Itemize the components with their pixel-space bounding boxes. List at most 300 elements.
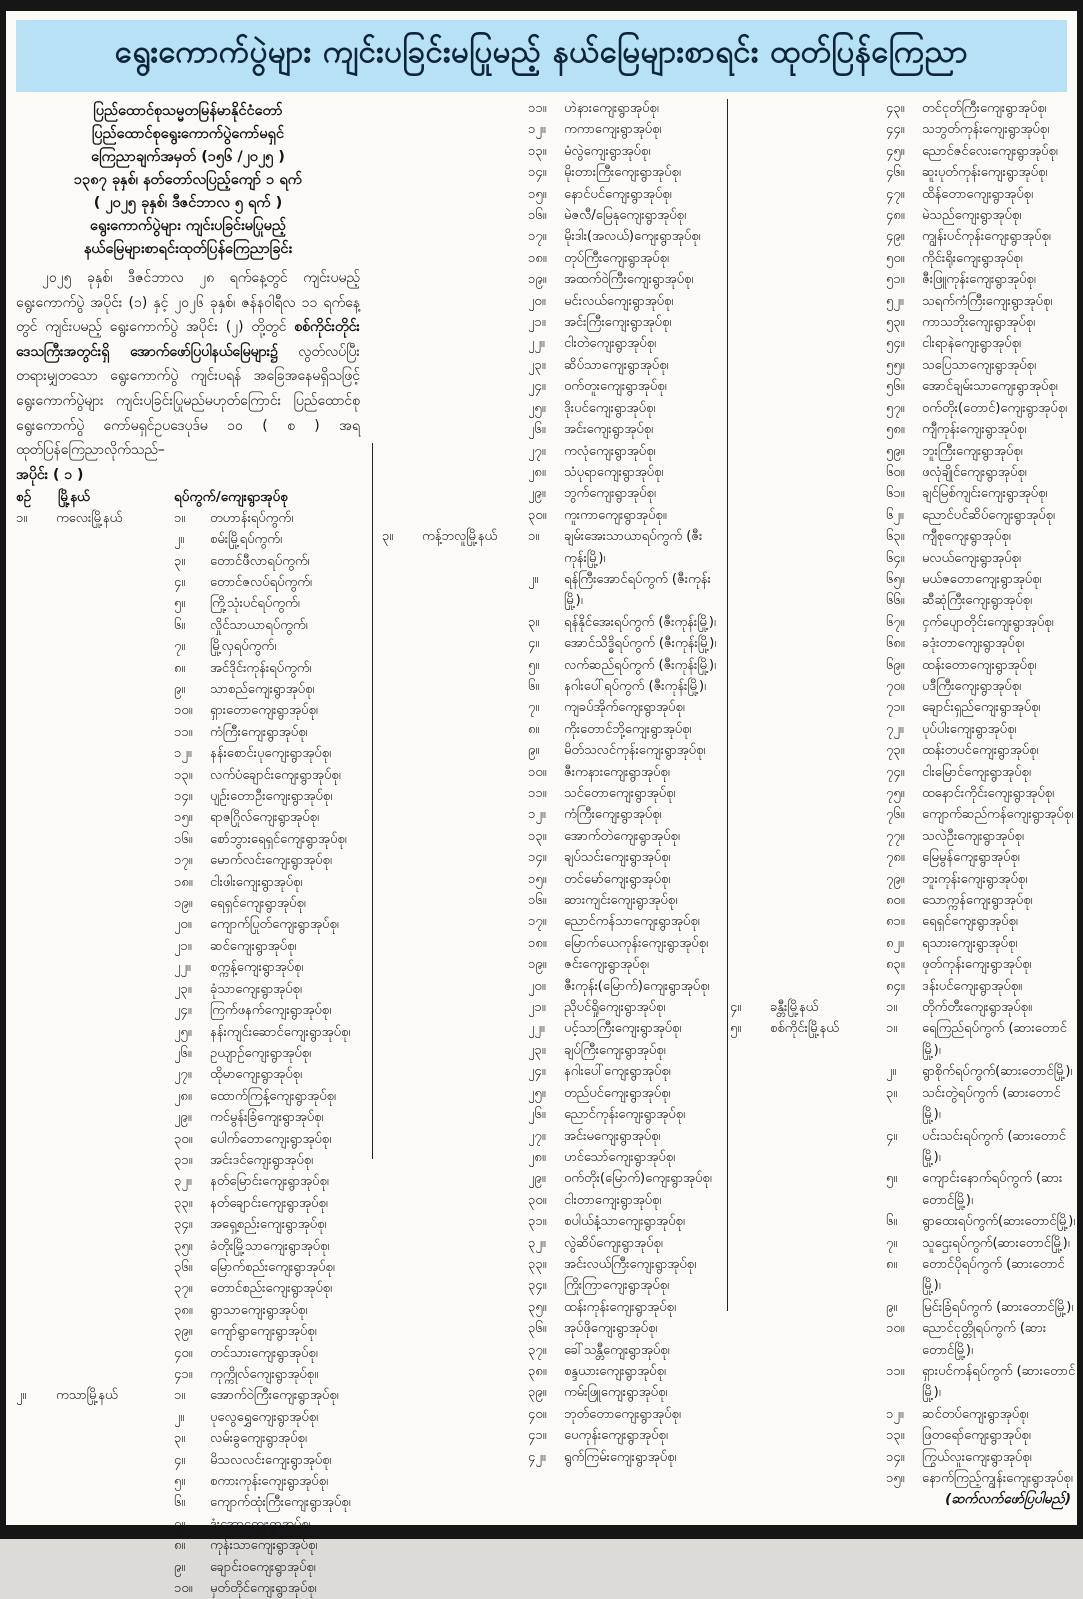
- village-number: ၂၇။: [528, 1128, 546, 1144]
- village-number: ၄၆။: [886, 165, 905, 181]
- village-number: ၆၂။: [886, 507, 904, 523]
- paragraph-text-post: လွတ်လပ်ပြီး တရားမျှတသော ရွေးကောက်ပွဲ ကျင်းပရန် အခြေအနေမရှိသဖြင့် ရွေးကောက်ပွဲများ ကျင်းပခြင်းပြုမည်မဟုတ်ကြောင်း ပြည်ထောင်စုရွေးကောက်ပွဲ ကော်မရှင်ဥပဒေပုဒ်မ ၁၀ ( စ ) အရ ထုတ်ပြန်ကြေညာလိုက်သည်–: [16, 343, 360, 459]
- village-name: တင်သားကျေးရွာအုပ်စု၊: [210, 1345, 318, 1361]
- village-name: သာစည်ကျေးရွာအုပ်စု၊: [210, 682, 315, 697]
- village-item: [886, 312, 1077, 333]
- village-number: ၆။: [174, 617, 186, 633]
- village-list: [528, 98, 724, 526]
- village-item: [528, 141, 724, 162]
- village-number: ၅။: [174, 596, 186, 612]
- column-3: [724, 98, 1077, 1599]
- township-serial: ၁။: [16, 510, 28, 526]
- village-item: [528, 119, 724, 140]
- village-number: ၆၇။: [886, 614, 905, 630]
- village-name: စော်ဘွားရေရှင်ကျေးရွာအုပ်စု၊: [210, 831, 347, 847]
- village-name: ဆီဆုံကြီးကျေးရွာအုပ်စု၊: [922, 593, 1033, 609]
- village-number: ၄။: [528, 636, 540, 652]
- village-number: ၁၅။: [886, 1471, 905, 1486]
- village-number: ၃၁။: [528, 1214, 547, 1230]
- village-number: ၄၀။: [528, 1406, 547, 1422]
- village-item: [886, 462, 1077, 483]
- village-item: [174, 679, 360, 700]
- village-item: [528, 826, 724, 847]
- village-name: ကာသဘိုးကျေးရွာအုပ်စု၊: [922, 315, 1036, 331]
- village-item: [528, 398, 724, 419]
- village-name: ညောင်ကုန်းကျေးရွာအုပ်စု၊: [564, 1107, 686, 1123]
- village-name: ပုပ်ပါးကျေးရွာအုပ်စု၊: [922, 721, 1017, 737]
- village-item: [174, 743, 360, 764]
- village-name: ပုလွေရွှေကျေးရွာအုပ်စု၊: [210, 1409, 319, 1425]
- village-number: ၄၃။: [886, 101, 905, 116]
- village-item: [528, 655, 724, 676]
- village-number: ၂၆။: [528, 1107, 546, 1123]
- township-serial: ၃။: [382, 529, 394, 545]
- village-item: [886, 291, 1077, 312]
- village-item: [528, 526, 724, 569]
- village-name: ကိုင်းရိုးကျေးရွာအုပ်စု၊: [922, 250, 1023, 266]
- village-name: မြောက်စည်းကျေးရွာအုပ်စု၊: [210, 1259, 335, 1275]
- village-name: တုပ်ကြီးကျေးရွာအုပ်စု၊: [564, 250, 669, 266]
- village-name: လမ်းခွကျေးရွာအုပ်စု၊: [210, 1431, 307, 1447]
- village-name: တည်ပင်ကျေးရွာအုပ်စု၊: [564, 1085, 671, 1101]
- village-number: ၃၅။: [174, 1238, 193, 1254]
- village-number: ၅၃။: [886, 315, 905, 331]
- village-name: ဇင်းကျေးရွာအုပ်စု၊: [564, 957, 649, 973]
- village-name: ချမ်းအေးသာယာရပ်ကွက် (ဇီးကုန်းမြို့)၊: [564, 529, 703, 566]
- village-name: ထိန်တောကျေးရွာအုပ်စု၊: [922, 186, 1034, 202]
- village-name: ရွာစိုက်ရပ်ကွက်(ဆားတောင်မြို့)၊: [922, 1064, 1073, 1080]
- village-name: နန်းစောင်းပုကျေးရွာအုပ်စု၊: [210, 746, 332, 762]
- village-name: ခဒုံးတာကျေးရွာအုပ်စု၊: [922, 636, 1025, 652]
- village-list: [886, 98, 1077, 997]
- village-name: ဖြတရော်ကျေးရွာအုပ်စု၊: [922, 1428, 1031, 1444]
- village-number: ၂၀။: [174, 917, 192, 933]
- village-item: [174, 850, 360, 871]
- village-item: [528, 762, 724, 783]
- village-number: ၁၂။: [886, 1406, 904, 1422]
- village-name: ဟဲနားကျေးရွာအုပ်စု၊: [564, 101, 659, 116]
- village-name: ဖလုံချိုင်ကျေးရွာအုပ်စု၊: [922, 464, 1027, 480]
- village-item: [174, 1343, 360, 1364]
- village-number: ၁၀။: [886, 1321, 905, 1337]
- village-name: သူဌေးရပ်ကွက်(ဆားတောင်မြို့)၊: [922, 1235, 1070, 1251]
- village-item: [886, 1126, 1077, 1169]
- village-name: လွဲဆိပ်ကျေးရွာအုပ်စု၊: [564, 1235, 663, 1251]
- village-number: ၄၉။: [886, 229, 905, 245]
- village-name: ဇီးကနားကျေးရွာအုပ်စု၊: [564, 764, 670, 780]
- village-name: ဆားကျင်းကျေးရွာအုပ်စု၊: [564, 893, 678, 909]
- village-name: ကျီစုကျေးရွာအုပ်စု၊: [922, 529, 1011, 545]
- village-name: ကူးကာကျေးရွာအုပ်စု။: [564, 507, 667, 523]
- village-number: ၇။: [174, 639, 186, 655]
- header-township: မြို့နယ်: [58, 488, 91, 505]
- village-name: ကံကြီးကျေးရွာအုပ်စု၊: [564, 807, 662, 823]
- village-number: ၁၃။: [174, 767, 193, 783]
- village-item: [886, 505, 1077, 526]
- village-item: [174, 700, 360, 721]
- village-name: စမ်းမြို့ရပ်ကွက်၊: [210, 532, 283, 548]
- village-name: ပဒီကြီးကျေးရွာအုပ်စု၊: [922, 678, 1022, 694]
- village-name: ကြက်ဖနက်ကျေးရွာအုပ်စု၊: [210, 1003, 332, 1019]
- township-name: စစ်ကိုင်းမြို့နယ်: [770, 1021, 839, 1037]
- village-number: ၁၅။: [528, 186, 547, 202]
- village-number: ၈၃။: [886, 957, 905, 973]
- village-number: ၁၄။: [174, 789, 193, 805]
- intro-line-commission: ပြည်ထောင်စုရွေးကောက်ပွဲကော်မရှင်: [91, 126, 285, 142]
- village-item: [528, 376, 724, 397]
- village-name: ငါးဖါးကျေးရွာအုပ်စု၊: [210, 874, 303, 890]
- village-number: ၇၀။: [886, 678, 905, 694]
- village-number: ၃၇။: [528, 1342, 547, 1358]
- village-item: [528, 1018, 724, 1039]
- village-list: [174, 1385, 360, 1599]
- village-item: [886, 1211, 1077, 1232]
- village-item: [528, 1126, 724, 1147]
- village-number: ၁၆။: [174, 831, 193, 847]
- village-number: ၃။: [174, 553, 186, 569]
- village-number: ၂၀။: [528, 293, 546, 309]
- village-name: လှိုင်သာယာရပ်ကွက်၊: [210, 617, 308, 633]
- village-name: နတ်ချောင်းကျေးရွာအုပ်စု၊: [210, 1195, 328, 1211]
- township-cell: [16, 508, 174, 529]
- village-item: [886, 1361, 1077, 1404]
- village-item: [886, 419, 1077, 440]
- village-item: [886, 890, 1077, 911]
- intro-line-country: ပြည်ထောင်စုသမ္မတမြန်မာနိုင်ငံတော်: [93, 103, 283, 119]
- village-name: လက်ပံချောင်းကျေးရွာအုပ်စု၊: [210, 767, 341, 783]
- village-name: စပါယ်နံ့သာကျေးရွာအုပ်စု၊: [564, 1214, 685, 1230]
- village-item: [174, 1022, 360, 1043]
- village-name: မှတ်တိုင်ကျေးရွာအုပ်စု၊: [210, 1581, 317, 1597]
- village-number: ၂၈။: [528, 1149, 546, 1165]
- village-item: [528, 355, 724, 376]
- village-name: တင်မော်ကျေးရွာအုပ်စု၊: [564, 871, 671, 887]
- village-item: [528, 441, 724, 462]
- village-item: [174, 551, 360, 572]
- village-number: ၁၇။: [528, 914, 547, 930]
- village-item: [886, 376, 1077, 397]
- village-number: ၂။: [174, 532, 185, 548]
- village-number: ၂၉။: [174, 1110, 192, 1126]
- village-item: [174, 957, 360, 978]
- village-name: မံလွဲကျေးရွာအုပ်စု၊: [564, 143, 651, 159]
- village-item: [174, 1535, 360, 1556]
- village-number: ၅။: [528, 657, 540, 673]
- village-number: ၁။: [886, 1021, 898, 1037]
- village-item: [174, 1492, 360, 1513]
- part-label: အပိုင်း ( ၁ ): [16, 466, 84, 483]
- village-item: [528, 1297, 724, 1318]
- village-name: တောင်ဖီလာရပ်ကွက်၊: [210, 553, 310, 569]
- village-number: ၇။: [886, 1235, 898, 1251]
- list-column-1: [16, 508, 360, 1599]
- village-name: သင်းတွဲရပ်ကွက် (ဆားတောင်မြို့)၊: [922, 1085, 1061, 1123]
- village-number: ၅။: [886, 1171, 898, 1187]
- village-name: ဆင်ကျေးရွာအုပ်စု၊: [210, 938, 297, 954]
- township-cell: [382, 526, 528, 547]
- village-name: ထန်းတပင်ကျေးရွာအုပ်စု၊: [922, 743, 1039, 759]
- village-item: [528, 98, 724, 119]
- village-number: ၅။: [174, 1474, 186, 1490]
- village-name: မယ်ဇတောကျေးရွာအုပ်စု၊: [922, 571, 1042, 587]
- village-number: ၃။: [886, 1085, 898, 1101]
- announcement-paragraph: [16, 266, 360, 463]
- village-item: [174, 529, 360, 550]
- village-number: ၁၉။: [528, 957, 547, 973]
- village-item: [886, 205, 1077, 226]
- village-number: ၆၃။: [886, 529, 905, 545]
- village-item: [528, 462, 724, 483]
- village-item: [886, 612, 1077, 633]
- intro-line-subject-1: ရွေးကောက်ပွဲများ ကျင်းပခြင်းမပြုမည့်: [90, 218, 286, 234]
- village-name: ရှားတောကျေးရွာအုပ်စု၊: [210, 703, 318, 719]
- column-1: [16, 98, 368, 1599]
- village-item: [174, 636, 360, 657]
- village-name: ဝက်တိုး(မြောက်)ကျေးရွာအုပ်စု၊: [564, 1171, 712, 1187]
- village-name: နဂါးပေါ်ကျေးရွာအုပ်စု၊: [564, 1064, 671, 1080]
- village-item: [886, 548, 1077, 569]
- village-number: ၃။: [528, 614, 540, 630]
- village-item: [174, 1364, 360, 1385]
- village-item: [174, 658, 360, 679]
- village-name: ရာဇဂြိုလ်ကျေးရွာအုပ်စု၊: [210, 810, 320, 826]
- village-number: ၃၇။: [174, 1281, 193, 1297]
- village-item: [886, 911, 1077, 932]
- village-number: ၁၁။: [528, 786, 547, 801]
- township-section: [16, 1385, 360, 1599]
- village-number: ၂၅။: [528, 400, 546, 416]
- village-name: အင်းကျေးရွာအုပ်စု၊: [564, 422, 654, 438]
- village-name: မင်းလယ်ကျေးရွာအုပ်စု၊: [564, 293, 674, 309]
- village-name: ငါးတာကျေးရွာအုပ်စု၊: [564, 1192, 662, 1208]
- village-number: ၂၁။: [174, 938, 192, 954]
- village-item: [174, 1236, 360, 1257]
- village-number: ၂။: [886, 1064, 897, 1080]
- content-area: [6, 96, 1077, 1599]
- village-item: [528, 483, 724, 504]
- village-item: [174, 1171, 360, 1192]
- village-number: ၂၉။: [528, 486, 546, 502]
- village-name: မြို့လှရပ်ကွက်၊: [210, 639, 277, 655]
- village-name: ဆိပ်သာကျေးရွာအုပ်စု၊: [564, 357, 669, 373]
- village-item: [528, 1083, 724, 1104]
- village-name: ချောင်းရှည်ကျေးရွာအုပ်စု၊: [922, 700, 1041, 716]
- village-item: [174, 572, 360, 593]
- village-item: [886, 676, 1077, 697]
- village-name: သဘွတ်ကုန်းကျေးရွာအုပ်စု၊: [922, 122, 1050, 138]
- village-name: ကျခပ်အိုက်ကျေးရွာအုပ်စု၊: [564, 700, 685, 716]
- village-number: ၈။: [528, 721, 540, 737]
- village-name: ဥယျာဉ်ကျေးရွာအုပ်စု၊: [210, 1045, 312, 1061]
- village-item: [528, 847, 724, 868]
- village-number: ၂၂။: [528, 336, 545, 352]
- village-name: နန်းကျင်းဆောင်ကျေးရွာအုပ်စု၊: [210, 1024, 351, 1040]
- village-name: ကြို့သုံးပင်ရပ်ကွက်၊: [210, 596, 300, 612]
- village-number: ၃၀။: [528, 1192, 547, 1208]
- village-number: ၁။: [886, 1000, 898, 1016]
- village-name: သင်တောကျေးရွာအုပ်စု၊: [564, 786, 676, 801]
- village-number: ၄၁။: [174, 1367, 193, 1382]
- village-item: [886, 869, 1077, 890]
- village-name: ချပ်ကြီးကျေးရွာအုပ်စု၊: [564, 1042, 666, 1058]
- village-item: [886, 1447, 1077, 1468]
- village-number: ၆၄။: [886, 550, 905, 566]
- village-number: ၃၅။: [528, 1299, 547, 1315]
- village-item: [886, 1468, 1077, 1489]
- village-number: ၁၁။: [528, 101, 547, 116]
- village-number: ၃၃။: [528, 1256, 547, 1272]
- village-number: ၁၀။: [528, 764, 547, 780]
- village-item: [528, 911, 724, 932]
- village-name: ကြွယ်လူးကျေးရွာအုပ်စု၊: [922, 1449, 1032, 1465]
- village-item: [886, 355, 1077, 376]
- village-name: ကမ်းဖြူကျေးရွာအုပ်စု၊: [564, 1385, 668, 1401]
- township-name: ကလေးမြို့နယ်: [56, 510, 123, 526]
- village-name: ကလုံကျေးရွာအုပ်စု၊: [564, 443, 656, 459]
- village-item: [886, 997, 1077, 1018]
- village-item: [174, 829, 360, 850]
- village-name: ရွာထေးရပ်ကွက်(ဆားတောင်မြို့)၊: [922, 1214, 1076, 1230]
- village-item: [528, 1275, 724, 1296]
- village-item: [886, 398, 1077, 419]
- village-name: ညောင်ဇင်လေးကျေးရွာအုပ်စု၊: [922, 143, 1058, 159]
- village-item: [174, 593, 360, 614]
- column-divider-2: [727, 99, 728, 1311]
- village-item: [174, 1257, 360, 1278]
- village-name: ညောင်ကန်သာကျေးရွာအုပ်စု၊: [564, 914, 700, 930]
- village-name: ချပ်သင်းကျေးရွာအုပ်စု၊: [564, 850, 671, 866]
- village-name: သောက္ကန်ကျေးရွာအုပ်စု၊: [922, 893, 1033, 909]
- village-item: [174, 1214, 360, 1235]
- village-number: ၄။: [174, 1452, 186, 1468]
- village-number: ၆၉။: [886, 657, 905, 673]
- village-item: [174, 1471, 360, 1492]
- village-item: [528, 419, 724, 440]
- village-item: [528, 1190, 724, 1211]
- village-item: [528, 269, 724, 290]
- village-number: ၄၅။: [886, 143, 905, 159]
- village-number: ၁၅။: [174, 810, 193, 826]
- intro-line-gregorian-date: ( ၂၀၂၅ ခုနှစ်၊ ဒီဇင်ဘာလ ၅ ရက် ): [93, 195, 283, 211]
- village-item: [886, 483, 1077, 504]
- village-name: အောင်သိဒ္ဓိရပ်ကွက် (ဇီးကုန်းမြို့)၊: [564, 636, 717, 652]
- village-item: [886, 269, 1077, 290]
- village-number: ၄၈။: [886, 208, 905, 224]
- village-item: [528, 1040, 724, 1061]
- village-item: [886, 954, 1077, 975]
- village-list: [886, 997, 1077, 1018]
- village-name: တောင်ပိုရပ်ကွက် (ဆားတောင်မြို့)၊: [922, 1256, 1065, 1294]
- village-item: [174, 979, 360, 1000]
- village-name: အောင်ချမ်းသာကျေးရွာအုပ်စု၊: [922, 379, 1058, 395]
- paragraph-text-pre: ၂၀၂၅ ခုနှစ်၊ ဒီဇင်ဘာလ ၂၈ ရက်နေ့တွင် ကျင်းပမည့် ရွေးကောက်ပွဲ အပိုင်း (၁) နှင့် ၂၀၂၆ ခုနှစ်၊ ဇန်နဝါရီလ ၁၁ ရက်နေ့တွင် ကျင်းပမည့် ရွေးကောက်ပွဲ အပိုင်း (၂) တို့တွင်: [16, 270, 360, 336]
- village-number: ၅၂။: [886, 293, 904, 309]
- township-cell: [730, 1018, 886, 1039]
- village-item: [528, 248, 724, 269]
- township-section: [16, 508, 360, 1386]
- village-item: [174, 1321, 360, 1342]
- township-section: [382, 526, 724, 1468]
- village-item: [528, 890, 724, 911]
- village-name: မောက်လင်းကျေးရွာအုပ်စု၊: [210, 853, 332, 869]
- village-number: ၈၂။: [886, 935, 904, 951]
- village-item: [528, 1361, 724, 1382]
- intro-line-announcement-no: ကြေညာချက်အမှတ် (၁၅၆ /၂၀၂၅ ): [91, 149, 285, 165]
- village-name: နဂါးပေါ်ရပ်ကွက် (ဇီးကုန်းမြို့)၊: [564, 678, 707, 694]
- village-name: အောက်ဝဲကြီးကျေးရွာအုပ်စု၊: [210, 1388, 339, 1404]
- village-item: [528, 933, 724, 954]
- village-item: [886, 1168, 1077, 1211]
- village-item: [174, 807, 360, 828]
- village-item: [886, 1061, 1077, 1082]
- village-item: [528, 804, 724, 825]
- village-item: [886, 248, 1077, 269]
- village-number: ၁၂။: [528, 122, 546, 138]
- village-name: တိုက်တီးကျေးရွာအုပ်စု။: [922, 1000, 1032, 1016]
- village-item: [886, 1404, 1077, 1425]
- township-section: [730, 997, 1077, 1018]
- village-name: ဒန်းပင်ကျေးရွာအုပ်စု။: [922, 978, 1022, 994]
- village-number: ၁၅။: [528, 871, 547, 887]
- village-name: ကျောက်ထုံးကြီးကျေးရွာအုပ်စု၊: [210, 1495, 351, 1511]
- village-item: [886, 1233, 1077, 1254]
- village-item: [174, 936, 360, 957]
- village-item: [886, 719, 1077, 740]
- village-name: အင်းမကျေးရွာအုပ်စု၊: [564, 1128, 661, 1144]
- village-number: ၂၇။: [174, 1067, 192, 1083]
- village-number: ၃၂။: [174, 1174, 192, 1190]
- village-number: ၅၈။: [886, 422, 905, 438]
- village-item: [528, 291, 724, 312]
- village-item: [528, 997, 724, 1018]
- village-name: ခံတိုးမြို့သာကျေးရွာအုပ်စု၊: [210, 1238, 330, 1254]
- banner-title: ရွေးကောက်ပွဲများ ကျင်းပခြင်းမပြုမည့် နယ်မြေများစာရင်း ထုတ်ပြန်ကြေညာ: [114, 34, 969, 70]
- village-number: ၁၃။: [886, 1428, 905, 1444]
- village-number: ၂၃။: [174, 981, 192, 997]
- township-section: [730, 1018, 1077, 1489]
- village-number: ၈။: [886, 1256, 898, 1272]
- village-number: ၂၅။: [528, 1085, 546, 1101]
- village-name: အောက်တဲကျေးရွာအုပ်စု၊: [564, 828, 680, 844]
- village-number: ၂၅။: [174, 1024, 192, 1040]
- village-name: ဝက်တူးကျေးရွာအုပ်စု၊: [564, 379, 667, 395]
- village-item: [528, 1168, 724, 1189]
- village-item: [886, 826, 1077, 847]
- village-name: မိတ်သလင်ကုန်းကျေးရွာအုပ်စု၊: [564, 743, 706, 759]
- village-number: ၁၂။: [528, 807, 546, 823]
- village-item: [528, 697, 724, 718]
- village-number: ၃၉။: [528, 1385, 547, 1401]
- village-name: ညောင်ပင်ဆိပ်ကျေးရွာအုပ်စု၊: [922, 507, 1055, 523]
- village-item: [174, 1278, 360, 1299]
- village-number: ၃၈။: [528, 1363, 547, 1379]
- village-name: ကံကြီးကျေးရွာအုပ်စု၊: [210, 724, 308, 740]
- village-number: ၃၀။: [174, 1131, 193, 1147]
- village-number: ၈။: [174, 1538, 186, 1554]
- village-name: သံပုရာကျေးရွာအုပ်စု၊: [564, 464, 664, 480]
- village-name: မလယ်ကျေးရွာအုပ်စု၊: [922, 550, 1021, 566]
- village-name: ဘူးကုန်းကျေးရွာအုပ်စု၊: [922, 871, 1028, 887]
- village-item: [174, 893, 360, 914]
- village-name: ဟင်သော်ကျေးရွာအုပ်စု၊: [564, 1149, 676, 1165]
- village-name: ကျောက်ပြုတ်ကျေးရွာအုပ်စု၊: [210, 917, 339, 933]
- village-number: ၅၁။: [886, 272, 905, 288]
- village-item: [886, 804, 1077, 825]
- village-number: ၂၈။: [528, 464, 546, 480]
- village-number: ၇။: [528, 700, 540, 716]
- village-name: ရှားပင်ကန်ရပ်ကွက် (ဆားတောင်မြို့)၊: [922, 1363, 1076, 1401]
- village-item: [174, 1129, 360, 1150]
